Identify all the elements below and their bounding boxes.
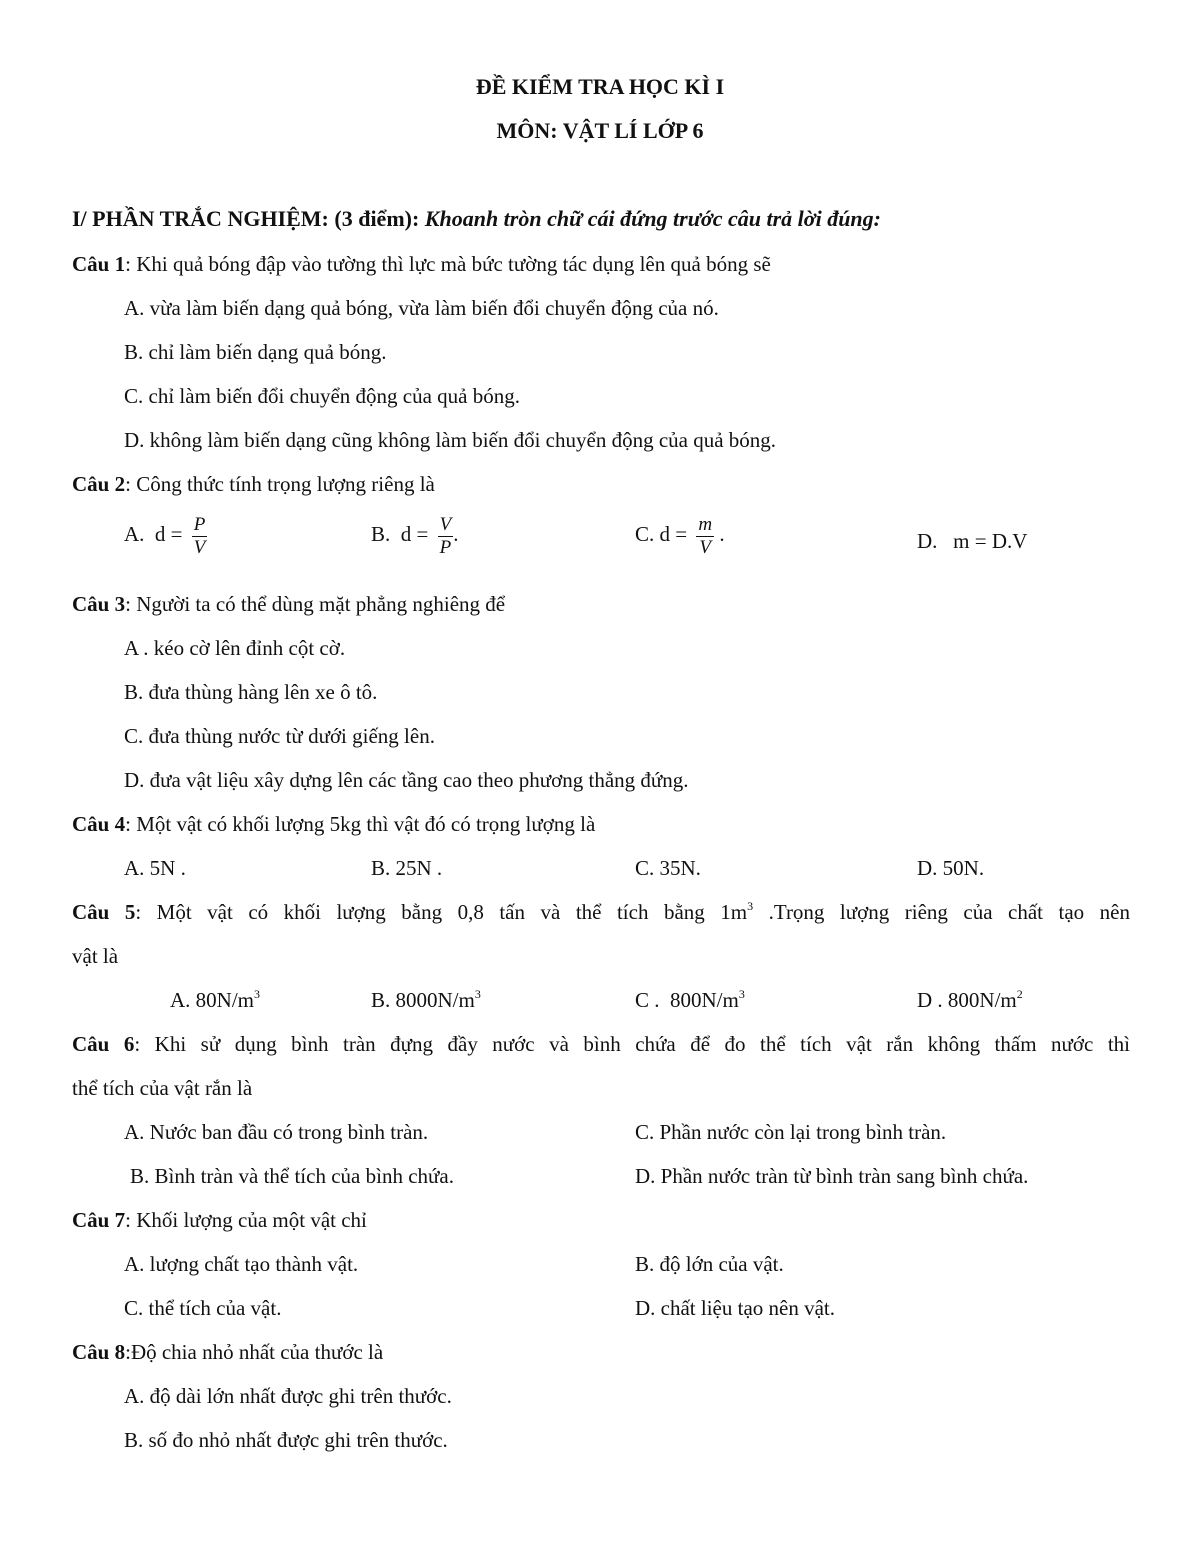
question-text: : Công thức tính trọng lượng riêng là — [125, 472, 435, 496]
question-text: : Một vật có khối lượng 5kg thì vật đó có trọng lượng là — [125, 812, 596, 836]
question-6 — [72, 1034, 1130, 1055]
q2-option-a[interactable] — [124, 514, 207, 559]
section-title: I/ PHẦN TRẮC NGHIỆM: (3 điểm) — [72, 206, 412, 231]
question-label: Câu 2 — [72, 472, 126, 496]
question-label: Câu 5 — [72, 900, 136, 924]
section-heading: I/ PHẦN TRẮC NGHIỆM: (3 điểm): Khoanh tròn chữ cái đứng trước câu trả lời đúng: — [72, 206, 881, 231]
q6-option-c[interactable]: C. Phần nước còn lại trong bình tràn. — [635, 1120, 947, 1144]
question-label: Câu 4 — [72, 812, 126, 836]
option-letter: B. — [371, 522, 391, 547]
q4-option-d[interactable]: D. 50N. — [917, 856, 985, 880]
q3-option-d[interactable]: D. đưa vật liệu xây dựng lên các tầng cao theo phương thẳng đứng. — [124, 768, 689, 792]
fraction-numerator: m — [698, 514, 713, 535]
fraction — [696, 514, 714, 559]
formula-lhs: d = — [400, 522, 429, 547]
q1-option-c[interactable]: C. chỉ làm biến đổi chuyển động của quả bóng. — [124, 384, 520, 408]
q6-option-d[interactable]: D. Phần nước tràn từ bình tràn sang bình chứa. — [635, 1164, 1029, 1188]
question-5-continued: vật là — [72, 944, 119, 968]
q4-option-c[interactable]: C. 35N. — [635, 856, 701, 880]
question-text: : Khi sử dụng bình tràn đựng đầy nước và bình chứa để đo thể tích vật rắn không thấm nước thì — [134, 1032, 1130, 1056]
option-letter: A. — [124, 522, 145, 547]
q4-option-a[interactable]: A. 5N . — [124, 856, 186, 880]
fraction-denominator: V — [193, 536, 206, 558]
fraction-denominator: P — [439, 536, 452, 558]
q5-option-a[interactable]: A. $80N/m^3$ — [170, 987, 260, 1012]
question-label: Câu 6 — [72, 1032, 135, 1056]
question-label: Câu 7 — [72, 1208, 126, 1232]
q7-option-d[interactable]: D. chất liệu tạo nên vật. — [635, 1296, 836, 1320]
q4-option-b[interactable]: B. 25N . — [371, 856, 443, 880]
option-letter: C. — [635, 522, 655, 547]
question-text: : Một vật có khối lượng bằng 0,8 tấn và thể tích bằng 1m — [135, 900, 748, 924]
question-text: : Người ta có thể dùng mặt phẳng nghiêng để — [125, 592, 506, 616]
q3-option-c[interactable]: C. đưa thùng nước từ dưới giếng lên. — [124, 724, 435, 748]
q2-option-d[interactable] — [917, 531, 1027, 552]
question-8 — [72, 1342, 383, 1363]
question-7 — [72, 1210, 367, 1231]
question-1 — [72, 254, 771, 275]
q1-option-d[interactable]: D. không làm biến dạng cũng không làm biến đổi chuyển động của quả bóng. — [124, 428, 777, 452]
q3-option-a[interactable]: A . kéo cờ lên đỉnh cột cờ. — [124, 636, 346, 660]
question-text: :Độ chia nhỏ nhất của thước là — [125, 1340, 384, 1364]
q8-option-a[interactable]: A. độ dài lớn nhất được ghi trên thước. — [124, 1384, 452, 1408]
exam-title: ĐỀ KIỂM TRA HỌC KÌ I — [475, 74, 725, 99]
fraction — [192, 514, 208, 559]
q7-option-a[interactable]: A. lượng chất tạo thành vật. — [124, 1252, 359, 1276]
q5-option-c[interactable]: C . $800N/m^3$ — [635, 987, 745, 1012]
section-instruction: Khoanh tròn chữ cái đứng trước câu trả lời đúng: — [424, 206, 881, 231]
q7-option-b[interactable]: B. độ lớn của vật. — [635, 1252, 784, 1276]
q5-option-d[interactable]: D . $800N/m^2$ — [917, 987, 1023, 1012]
question-6-continued: thể tích của vật rắn là — [72, 1076, 253, 1100]
question-text: : Khi quả bóng đập vào tường thì lực mà bức tường tác dụng lên quả bóng sẽ — [125, 252, 771, 276]
q3-option-b[interactable]: B. đưa thùng hàng lên xe ô tô. — [124, 680, 378, 704]
question-3 — [72, 594, 505, 615]
question-text: : Khối lượng của một vật chỉ — [125, 1208, 367, 1232]
question-label: Câu 8 — [72, 1340, 126, 1364]
q5-option-b[interactable]: B. $8000N/m^3$ — [371, 987, 481, 1012]
q7-option-c[interactable]: C. thể tích của vật. — [124, 1296, 282, 1320]
q6-option-b[interactable]: B. Bình tràn và thể tích của bình chứa. — [130, 1164, 454, 1188]
formula-lhs: d = — [154, 522, 183, 547]
formula-lhs: d = — [659, 522, 688, 547]
formula: m = D.V — [953, 529, 1028, 553]
q1-option-b[interactable]: B. chỉ làm biến dạng quả bóng. — [124, 340, 387, 364]
q1-option-a[interactable]: A. vừa làm biến dạng quả bóng, vừa làm biến đổi chuyển động của nó. — [124, 296, 719, 320]
question-5: Câu 5: Một vật có khối lượng bằng 0,8 tấn và thể tích bằng $1m^3$ .Trọng lượng riêng của chất tạo nên — [72, 899, 1130, 924]
fraction-denominator: V — [699, 536, 712, 558]
fraction — [438, 514, 454, 559]
q8-option-b[interactable]: B. số đo nhỏ nhất được ghi trên thước. — [124, 1428, 448, 1452]
fraction-numerator: V — [439, 514, 452, 535]
question-label: Câu 3 — [72, 592, 126, 616]
exam-subject: MÔN: VẬT LÍ LỚP 6 — [496, 118, 704, 143]
question-2 — [72, 474, 435, 495]
question-label: Câu 1 — [72, 252, 126, 276]
q2-option-c[interactable]: C. d = $\frac{m}{V}$ . — [635, 514, 725, 558]
question-4 — [72, 814, 595, 835]
option-letter: D. — [917, 529, 938, 553]
q6-option-a[interactable]: A. Nước ban đầu có trong bình tràn. — [124, 1120, 429, 1144]
q2-option-b[interactable]: B. d = $\frac{V}{P}$ . — [371, 514, 459, 558]
fraction-numerator: P — [193, 514, 206, 535]
